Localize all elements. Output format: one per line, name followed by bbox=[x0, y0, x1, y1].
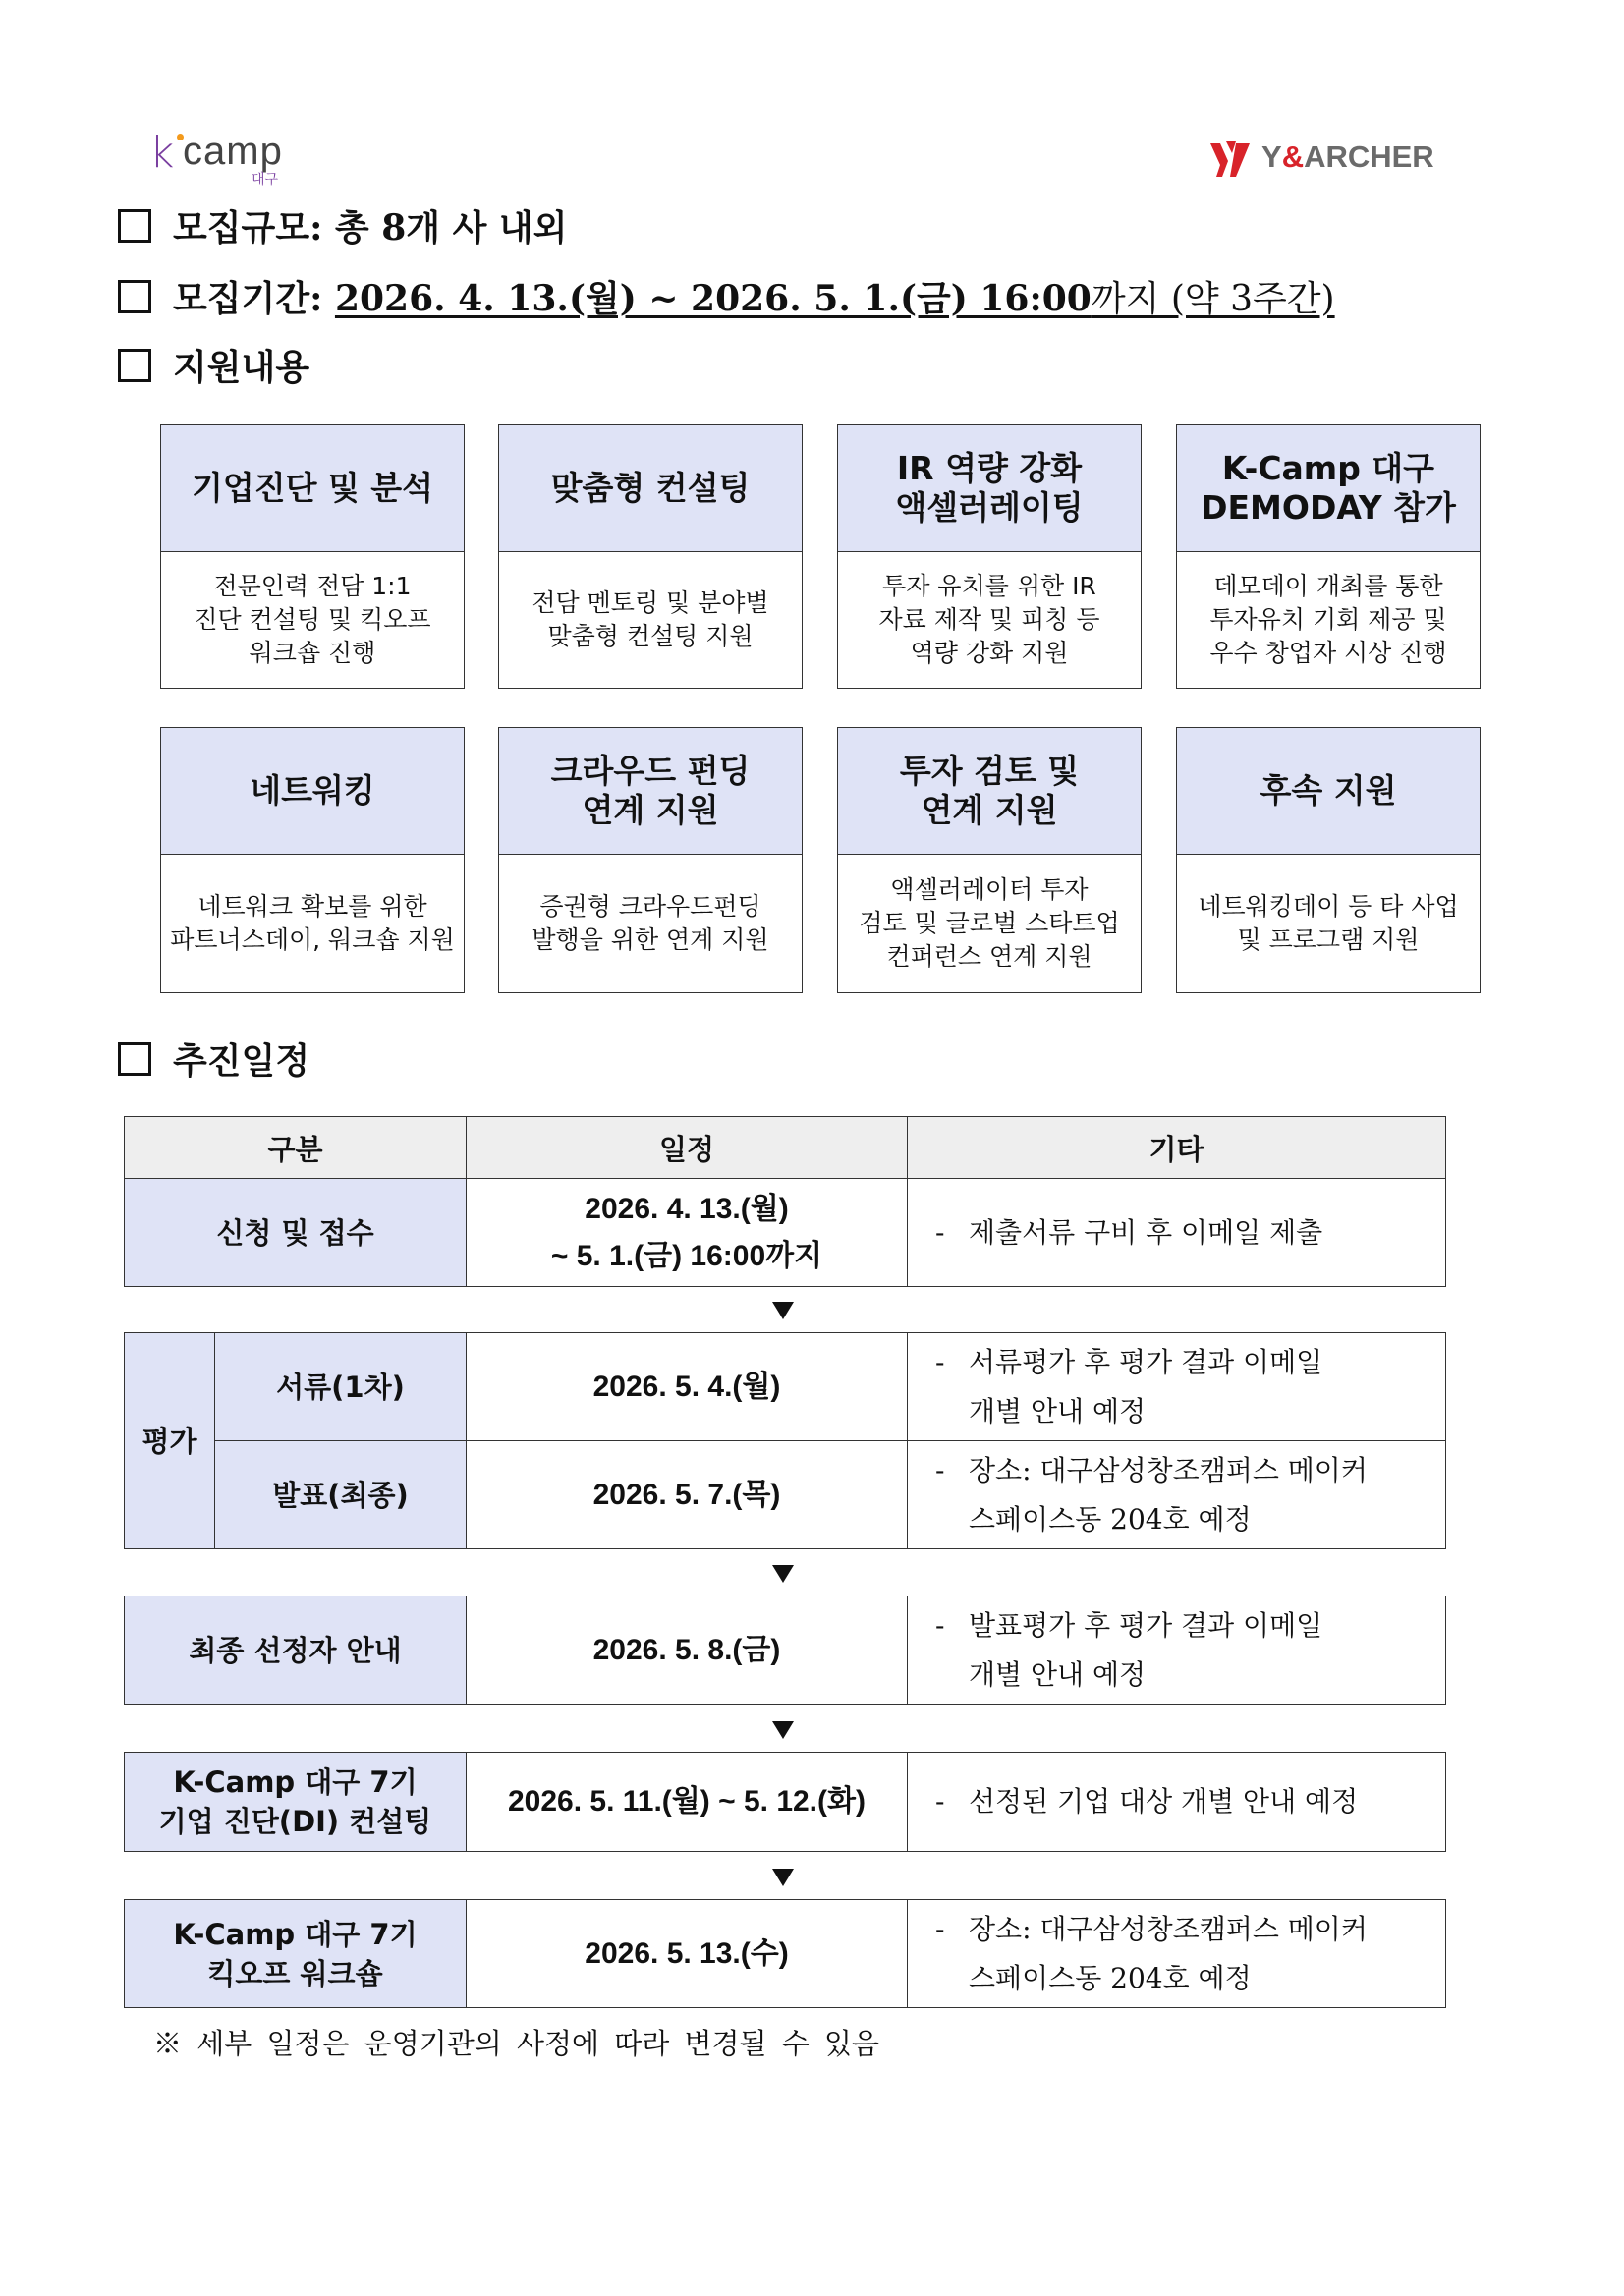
schedule-table-di bbox=[124, 1752, 1446, 1852]
support-card bbox=[498, 424, 803, 689]
recruit-scale-heading: 모집규모: 총 8개 사 내외 bbox=[118, 200, 567, 251]
down-arrow-icon bbox=[772, 1565, 794, 1583]
support-card bbox=[498, 727, 803, 993]
support-card-desc: 액셀러레이터 투자 검토 및 글로벌 스타트업 컨퍼런스 연계 지원 bbox=[859, 875, 1120, 971]
schedule-table-final bbox=[124, 1596, 1446, 1705]
support-card bbox=[837, 424, 1142, 689]
schedule-table-eval bbox=[124, 1332, 1446, 1549]
down-arrow-icon bbox=[772, 1721, 794, 1739]
row-label-doc: 서류(1차) bbox=[215, 1333, 467, 1441]
support-card-title: K-Camp 대구 DEMODAY 참가 bbox=[1177, 425, 1480, 552]
row-label-kickoff: K-Camp 대구 7기 킥오프 워크숍 bbox=[125, 1900, 467, 2008]
support-card bbox=[160, 424, 465, 689]
row-note-kickoff: - 장소: 대구삼성창조캠퍼스 메이커 스페이스동 204호 예정 bbox=[908, 1900, 1446, 2008]
support-card-desc: 데모데이 개최를 통한 투자유치 기회 제공 및 우수 창업자 시상 진행 bbox=[1209, 572, 1447, 667]
support-card bbox=[837, 727, 1142, 993]
logo-k-mark: k bbox=[149, 128, 175, 178]
row-label-apply: 신청 및 접수 bbox=[125, 1179, 467, 1287]
down-arrow-icon bbox=[772, 1869, 794, 1886]
support-card bbox=[160, 727, 465, 993]
schedule-heading: 추진일정 bbox=[118, 1034, 309, 1084]
y-archer-mark-icon bbox=[1206, 138, 1254, 181]
row-label-final: 최종 선정자 안내 bbox=[125, 1596, 467, 1705]
support-card-title: 후속 지원 bbox=[1177, 728, 1480, 855]
row-note-final: - 발표평가 후 평가 결과 이메일 개별 안내 예정 bbox=[908, 1596, 1446, 1705]
col-header-note: 기타 bbox=[908, 1117, 1446, 1179]
support-card-title: 투자 검토 및 연계 지원 bbox=[838, 728, 1141, 855]
schedule-table-apply bbox=[124, 1116, 1446, 1287]
support-card bbox=[1176, 727, 1481, 993]
schedule-footnote: ※ 세부 일정은 운영기관의 사정에 따라 변경될 수 있음 bbox=[153, 2027, 880, 2060]
row-date-doc: 2026. 5. 4.(월) bbox=[467, 1333, 908, 1441]
support-card-title: 크라우드 펀딩 연계 지원 bbox=[499, 728, 802, 855]
support-card-desc: 증권형 크라우드펀딩 발행을 위한 연계 지원 bbox=[532, 892, 769, 954]
support-card-desc: 전문인력 전담 1:1 진단 컨설팅 및 킥오프 워크숍 진행 bbox=[194, 572, 431, 667]
support-card-title: 기업진단 및 분석 bbox=[161, 425, 464, 552]
support-card-desc: 네트워크 확보를 위한 파트너스데이, 워크숍 지원 bbox=[170, 892, 455, 954]
schedule-table-kickoff bbox=[124, 1899, 1446, 2008]
checkbox-square-icon bbox=[118, 209, 151, 243]
support-card-title: IR 역량 강화 액셀러레이팅 bbox=[838, 425, 1141, 552]
support-card-title: 맞춤형 컨설팅 bbox=[499, 425, 802, 552]
down-arrow-icon bbox=[772, 1302, 794, 1319]
row-date-kickoff: 2026. 5. 13.(수) bbox=[467, 1900, 908, 2008]
support-card-desc: 네트워킹데이 등 타 사업 및 프로그램 지원 bbox=[1198, 892, 1459, 954]
checkbox-square-icon bbox=[118, 1042, 151, 1076]
row-date-pitch: 2026. 5. 7.(목) bbox=[467, 1441, 908, 1549]
row-label-di: K-Camp 대구 7기 기업 진단(DI) 컨설팅 bbox=[125, 1753, 467, 1852]
support-heading: 지원내용 bbox=[118, 340, 309, 390]
checkbox-square-icon bbox=[118, 280, 151, 313]
support-card-desc: 투자 유치를 위한 IR 자료 제작 및 피칭 등 역량 강화 지원 bbox=[878, 572, 1100, 667]
period-dates: 2026. 4. 13.(월) ~ 2026. 5. 1.(금) 16:00 bbox=[334, 278, 1092, 319]
row-label-pitch: 발표(최종) bbox=[215, 1441, 467, 1549]
logo-camp-word: camp bbox=[183, 130, 283, 173]
row-date-di: 2026. 5. 11.(월) ~ 5. 12.(화) bbox=[467, 1753, 908, 1852]
col-header-date: 일정 bbox=[467, 1117, 908, 1179]
support-card bbox=[1176, 424, 1481, 689]
row-note-apply: - 제출서류 구비 후 이메일 제출 bbox=[908, 1179, 1446, 1287]
row-note-doc: - 서류평가 후 평가 결과 이메일 개별 안내 예정 bbox=[908, 1333, 1446, 1441]
row-label-eval: 평가 bbox=[125, 1333, 215, 1549]
support-card-title: 네트워킹 bbox=[161, 728, 464, 855]
row-date-apply: 2026. 4. 13.(월) ~ 5. 1.(금) 16:00까지 bbox=[467, 1179, 908, 1287]
logo-city: 대구 bbox=[252, 172, 279, 188]
row-date-final: 2026. 5. 8.(금) bbox=[467, 1596, 908, 1705]
row-note-pitch: - 장소: 대구삼성창조캠퍼스 메이커 스페이스동 204호 예정 bbox=[908, 1441, 1446, 1549]
logo-company-name: Y&ARCHER bbox=[1261, 140, 1434, 174]
row-note-di: - 선정된 기업 대상 개별 안내 예정 bbox=[908, 1753, 1446, 1852]
support-card-desc: 전담 멘토링 및 분야별 맞춤형 컨설팅 지원 bbox=[532, 588, 769, 650]
col-header-category: 구분 bbox=[125, 1117, 467, 1179]
recruit-period-heading: 모집기간: 2026. 4. 13.(월) ~ 2026. 5. 1.(금) 16:00까지 (약 3주간) bbox=[118, 271, 1335, 321]
checkbox-square-icon bbox=[118, 349, 151, 382]
